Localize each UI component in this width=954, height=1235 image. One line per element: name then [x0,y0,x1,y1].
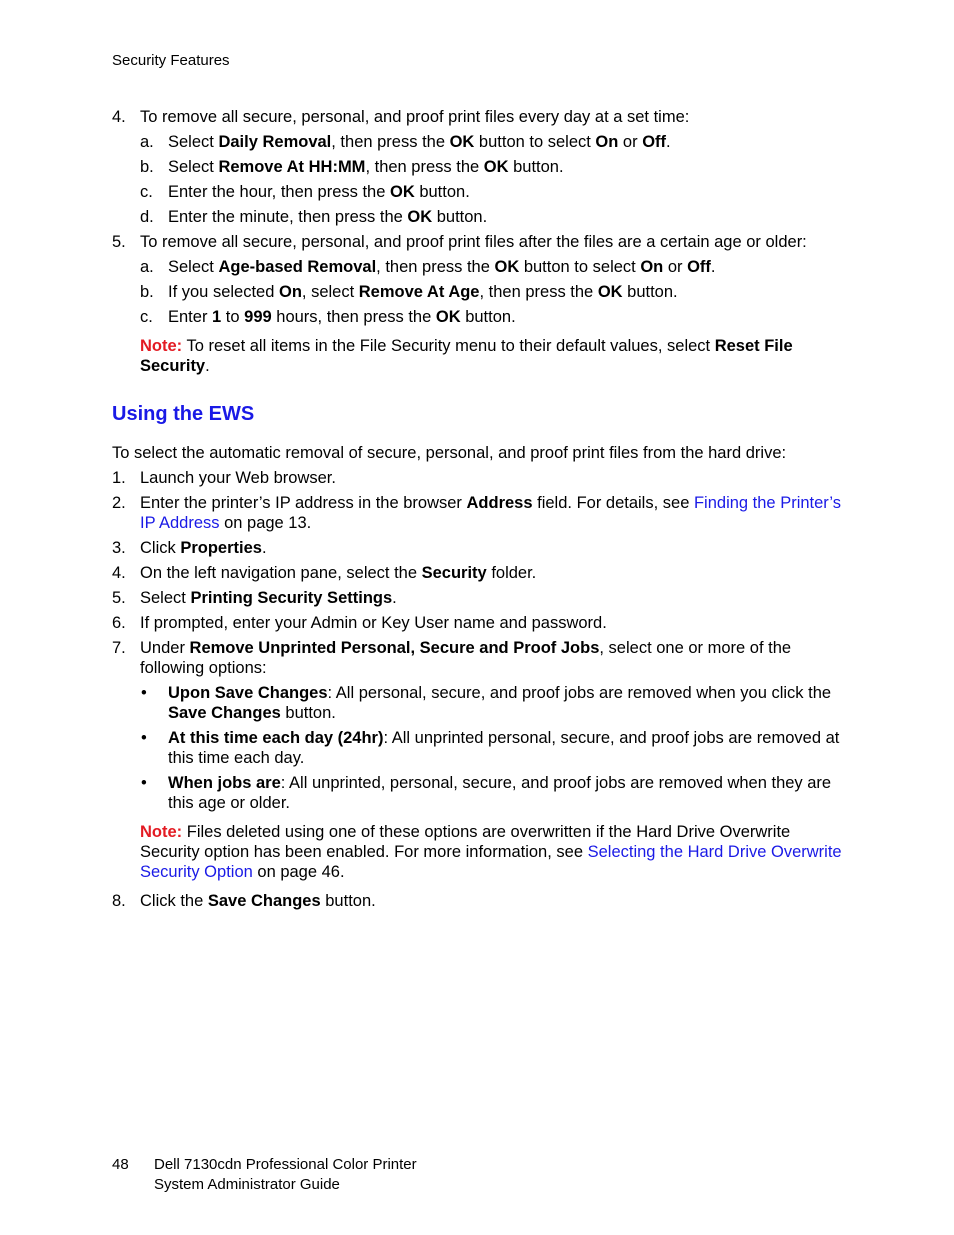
bullet-when-jobs-are: • When jobs are: All unprinted, personal, secure, and proof jobs are removed when they are this age or older. [141,774,832,812]
substep: d. Enter the minute, then press the OK button. [140,208,488,226]
ews-step-8: 8. Click the Save Changes button. [112,892,376,910]
substep: a. Select Daily Removal, then press the OK button to select On or Off. [140,133,671,151]
step-number: 6. [112,614,126,632]
running-head: Security Features [112,52,230,69]
substep-letter: b. [140,283,154,301]
bullet-dot: • [141,684,147,702]
step-number: 3. [112,539,126,557]
note-hard-drive-overwrite: Note: Files deleted using one of these options are overwritten if the Hard Drive Overwrite Security option has been enabled. For more information, see Selecting the Hard Drive Overwrite Security Option on page 46. [140,823,842,881]
substep-letter: a. [140,133,154,151]
bullet-at-this-time-each-day: • At this time each day (24hr): All unprinted personal, secure, and proof jobs are removed at this time each day. [141,729,840,767]
step-4-removal-daily [112,107,842,127]
step-number: 4. [112,108,126,126]
note-label: Note: [140,823,183,841]
link-hard-drive-overwrite[interactable]: Selecting the Hard Drive Overwrite Security Option [140,843,842,881]
step-text: To remove all secure, personal, and proof print files every day at a set time: [140,108,690,126]
substep-letter: d. [140,208,154,226]
substep-letter: b. [140,158,154,176]
section-intro: To select the automatic removal of secure, personal, and proof print files from the hard drive: [112,444,787,462]
ews-step-2: 2. Enter the printer’s IP address in the browser Address field. For details, see Finding the Printer’s IP Address on page 13. [112,494,842,532]
footer-guide: System Administrator Guide [154,1175,340,1193]
note-label: Note: [140,337,183,355]
substep: c. Enter 1 to 999 hours, then press the OK button. [140,308,516,326]
step-number: 4. [112,564,126,582]
section-heading: Using the EWS [112,403,255,425]
ews-step-1: 1. Launch your Web browser. [112,469,336,487]
note-reset-file-security: Note: To reset all items in the File Security menu to their default values, select Reset File Security. [140,337,793,375]
step-number: 5. [112,589,126,607]
page-number: 48 [112,1156,129,1173]
ews-step-7: 7. Under Remove Unprinted Personal, Secure and Proof Jobs, select one or more of the following options: [112,639,792,677]
ews-step-4: 4. On the left navigation pane, select the Security folder. [112,564,537,582]
footer-product: Dell 7130cdn Professional Color Printer [154,1156,417,1173]
step-text: To remove all secure, personal, and proof print files after the files are a certain age or older: [140,233,807,251]
substep: b. If you selected On, select Remove At Age, then press the OK button. [140,283,678,301]
bullet-dot: • [141,729,147,747]
substep-letter: a. [140,258,154,276]
step-number: 5. [112,233,126,251]
step-number: 1. [112,469,126,487]
step-number: 8. [112,892,126,910]
step-number: 2. [112,494,126,512]
step-5-removal-age [112,232,842,252]
bullet-upon-save-changes: • Upon Save Changes: All personal, secure, and proof jobs are removed when you click the Save Changes button. [141,684,832,722]
substep: c. Enter the hour, then press the OK button. [140,183,470,201]
ews-step-5: 5. Select Printing Security Settings. [112,589,397,607]
substep: b. Select Remove At HH:MM, then press the OK button. [140,158,564,176]
substep: a. Select Age-based Removal, then press the OK button to select On or Off. [140,258,716,276]
substep-letter: c. [140,183,153,201]
bullet-dot: • [141,774,147,792]
link-finding-ip-address[interactable]: Finding the Printer’s IP Address [140,494,842,532]
footer-titles [154,1155,417,1194]
substep-letter: c. [140,308,153,326]
step-number: 7. [112,639,126,657]
ews-step-6: 6. If prompted, enter your Admin or Key User name and password. [112,614,607,632]
ews-step-3: 3. Click Properties. [112,539,267,557]
main-content [112,107,842,916]
